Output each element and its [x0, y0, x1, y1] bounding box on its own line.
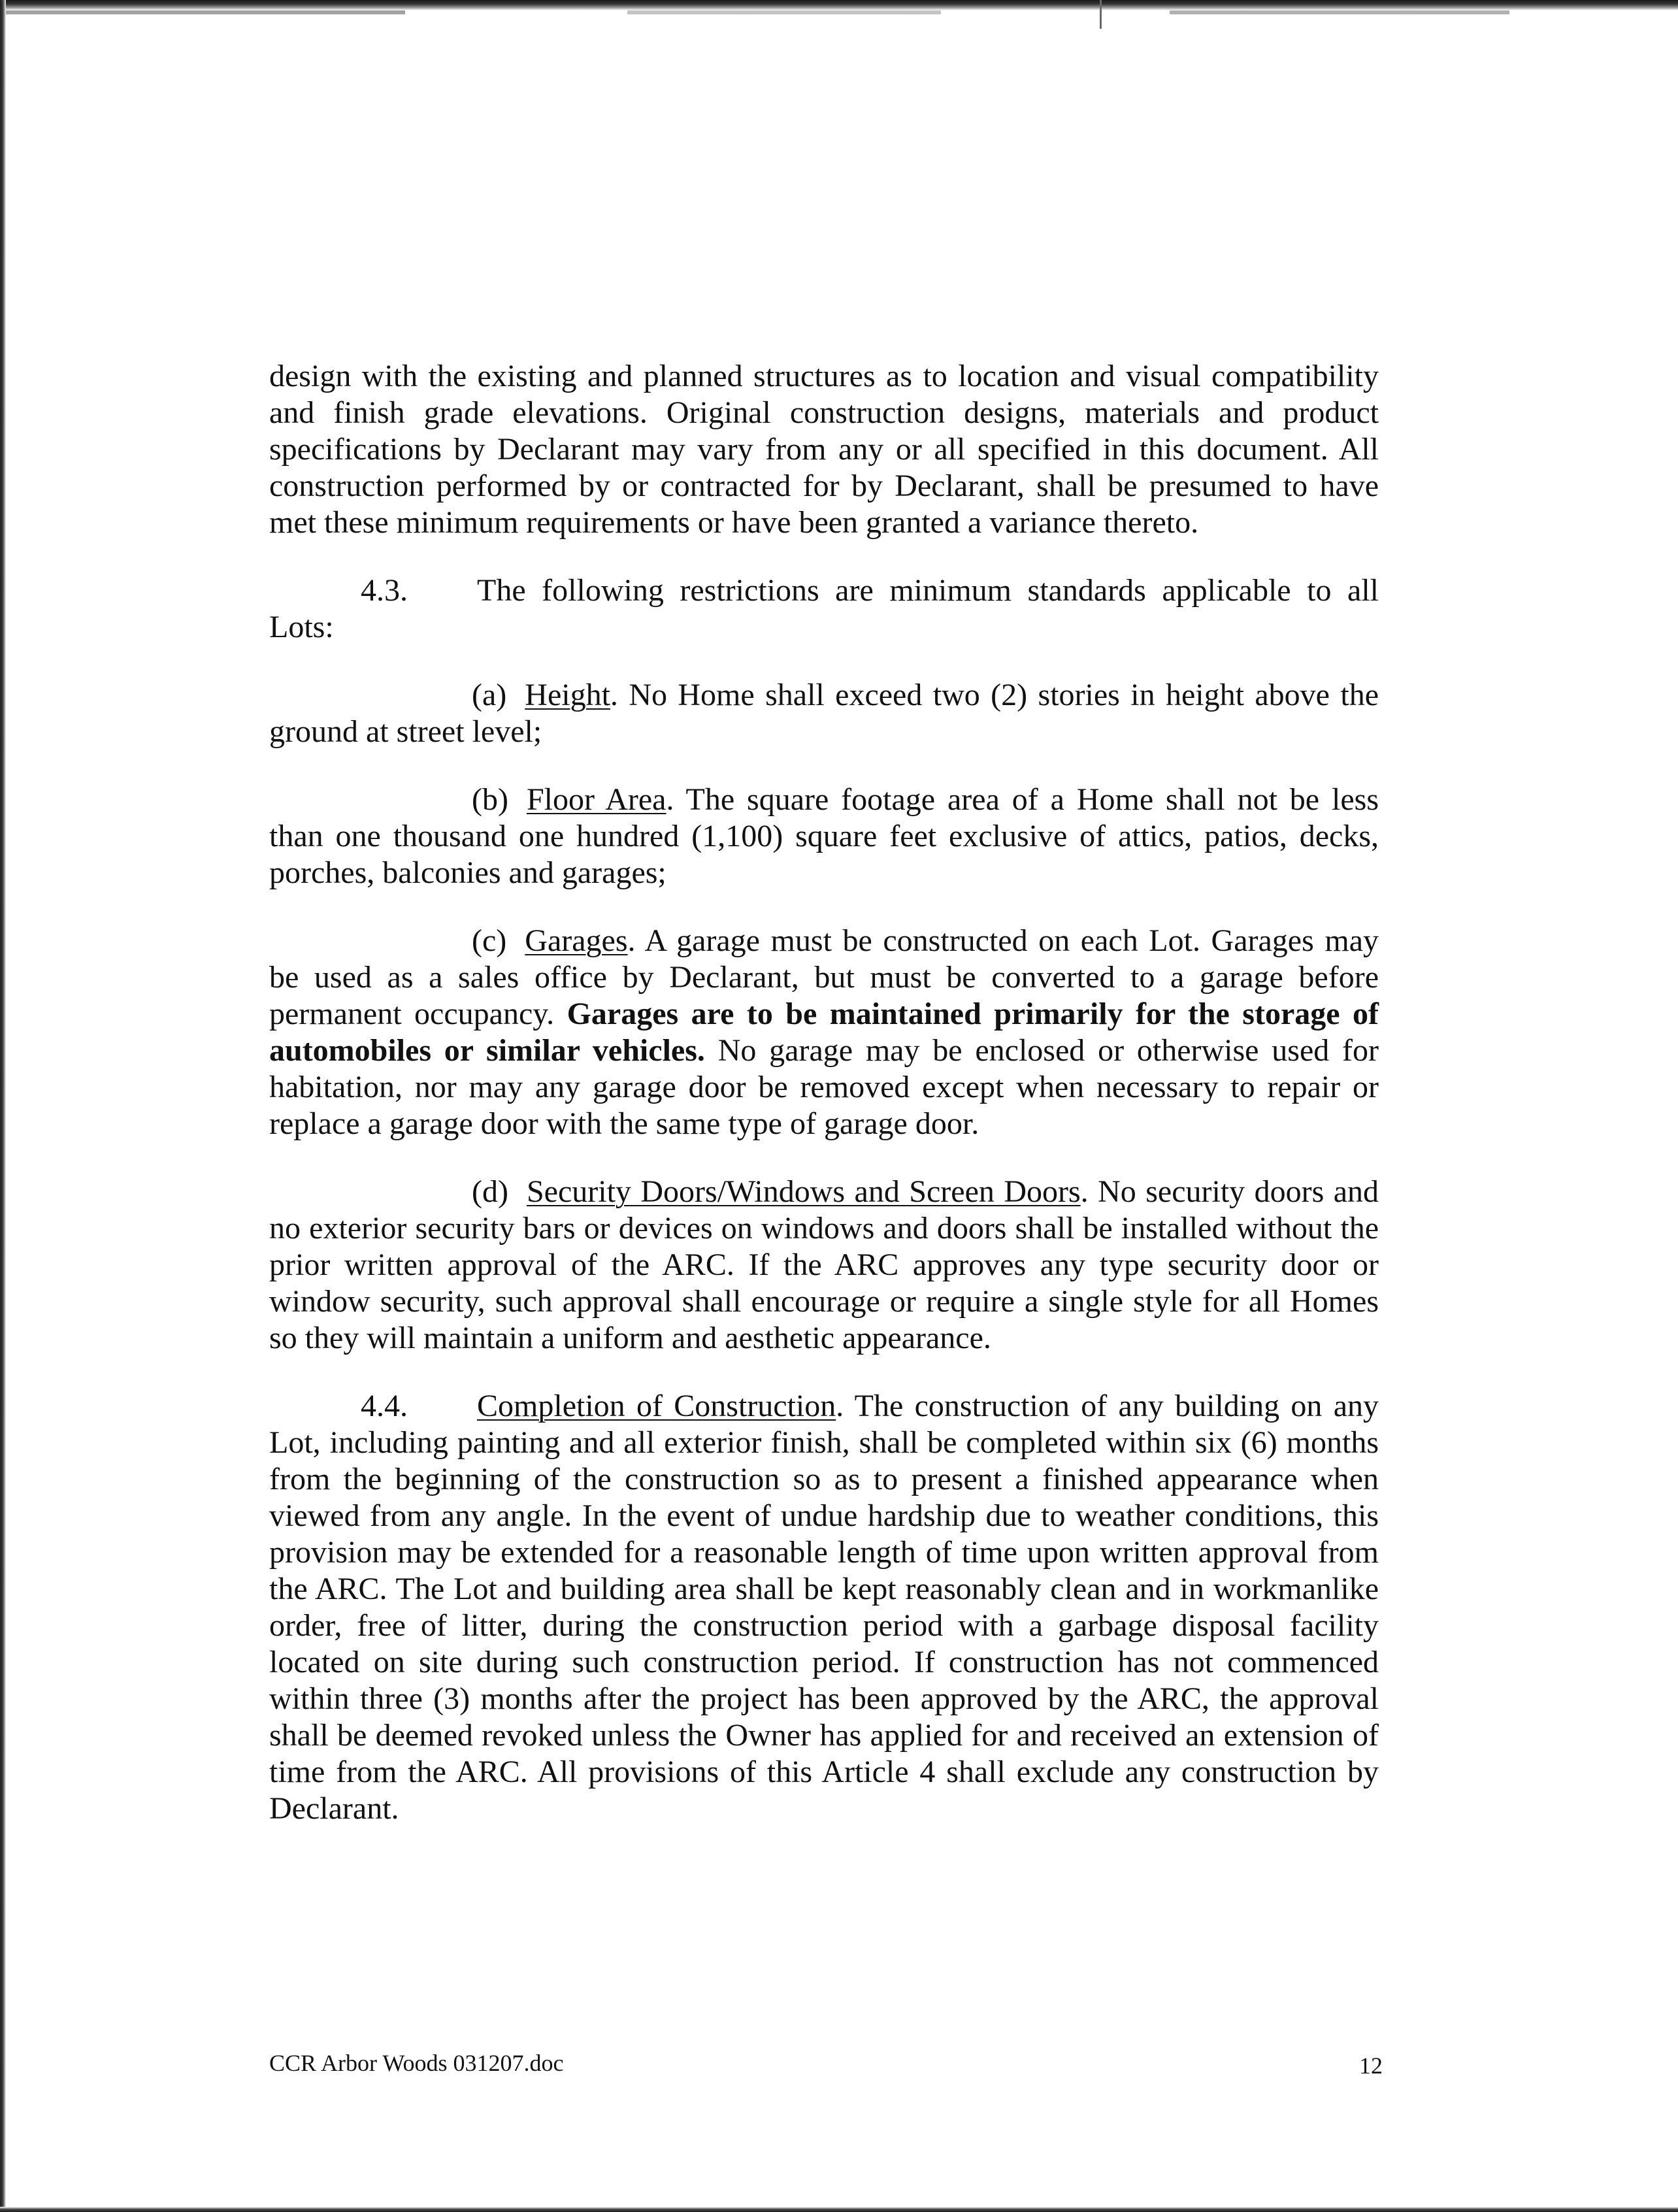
section-text: The following restrictions are minimum standards applicable to all Lots:: [269, 573, 1379, 644]
page-number: 12: [1359, 2053, 1383, 2079]
section-title: Completion of Construction: [477, 1389, 836, 1423]
item-label: (a): [472, 678, 507, 712]
item-d: [269, 1174, 1379, 1357]
item-title: Security Doors/Windows and Screen Doors: [526, 1174, 1081, 1209]
section-4-3: [269, 572, 1379, 646]
item-title: Floor Area: [526, 782, 666, 817]
scan-edge-left: [0, 0, 6, 2212]
section-text: . The construction of any building on any Lot, including painting and all exterior finish, shall be completed within six (6) months from the beginning of the construction so as to present a finished appearance when viewed from any angle. In the event of undue hardship due to weather conditions, this provision may be extended for a reasonable length of time upon written approval from the ARC. The Lot and building area shall be kept reasonably clean and in workmanlike order, free of litter, during the construction period with a garbage disposal facility located on site during such construction period. If construction has not commenced within three (3) months after the project has been approved by the ARC, the approval shall be deemed revoked unless the Owner has applied for and received an extension of time from the ARC. All provisions of this Article 4 shall exclude any construction by Declarant.: [269, 1389, 1379, 1826]
footer-filename: CCR Arbor Woods 031207.doc: [269, 2050, 564, 2076]
item-b: [269, 782, 1379, 891]
item-text: . The square footage area of a Home shall not be less than one thousand one hundred (1,100) square feet exclusive of attics, patios, decks, porches, balconies and garages;: [269, 782, 1379, 890]
section-number: 4.4.: [361, 1389, 408, 1423]
scan-mark: [1100, 0, 1102, 29]
section-4-4: [269, 1388, 1379, 1827]
scan-edge-bottom: [0, 2207, 1678, 2212]
item-bold-text: Garages are to be maintained primarily for the storage of automobiles or similar vehicles.: [269, 997, 1379, 1068]
item-text: . No Home shall exceed two (2) stories in height above the ground at street level;: [269, 678, 1379, 749]
intro-paragraph: design with the existing and planned structures as to location and visual compatibility and finish grade elevations. Original construction designs, materials and product specifications by Declarant may vary from any or all specified in this document. All construction performed by or contracted for by Declarant, shall be presumed to have met these minimum requirements or have been granted a variance thereto.: [269, 359, 1379, 540]
item-label: (d): [472, 1174, 508, 1209]
document-body: [269, 358, 1379, 1827]
scan-streak: [0, 10, 405, 14]
item-c: [269, 923, 1379, 1142]
scan-streak: [627, 10, 941, 14]
item-text: . A garage must be constructed on each Lot. Garages may be used as a sales office by Declarant, but must be converted to a garage before permanent occupancy.: [269, 923, 1379, 1031]
item-label: (b): [472, 782, 508, 817]
section-number: 4.3.: [361, 573, 408, 608]
item-label: (c): [472, 923, 507, 958]
item-title: Garages: [525, 923, 628, 958]
item-title: Height: [525, 678, 610, 712]
item-text: No garage may be enclosed or otherwise used for habitation, nor may any garage door be removed except when necessary to repair or replace a garage door with the same type of garage door.: [269, 1033, 1379, 1141]
scan-streak: [1170, 10, 1509, 14]
item-text: . No security doors and no exterior security bars or devices on windows and doors shall be installed without the prior written approval of the ARC. If the ARC approves any type security door or window security, such approval shall encourage or require a single style for all Homes so they will maintain a uniform and aesthetic appearance.: [269, 1174, 1379, 1355]
scan-edge-top: [0, 0, 1678, 10]
item-a: [269, 677, 1379, 750]
